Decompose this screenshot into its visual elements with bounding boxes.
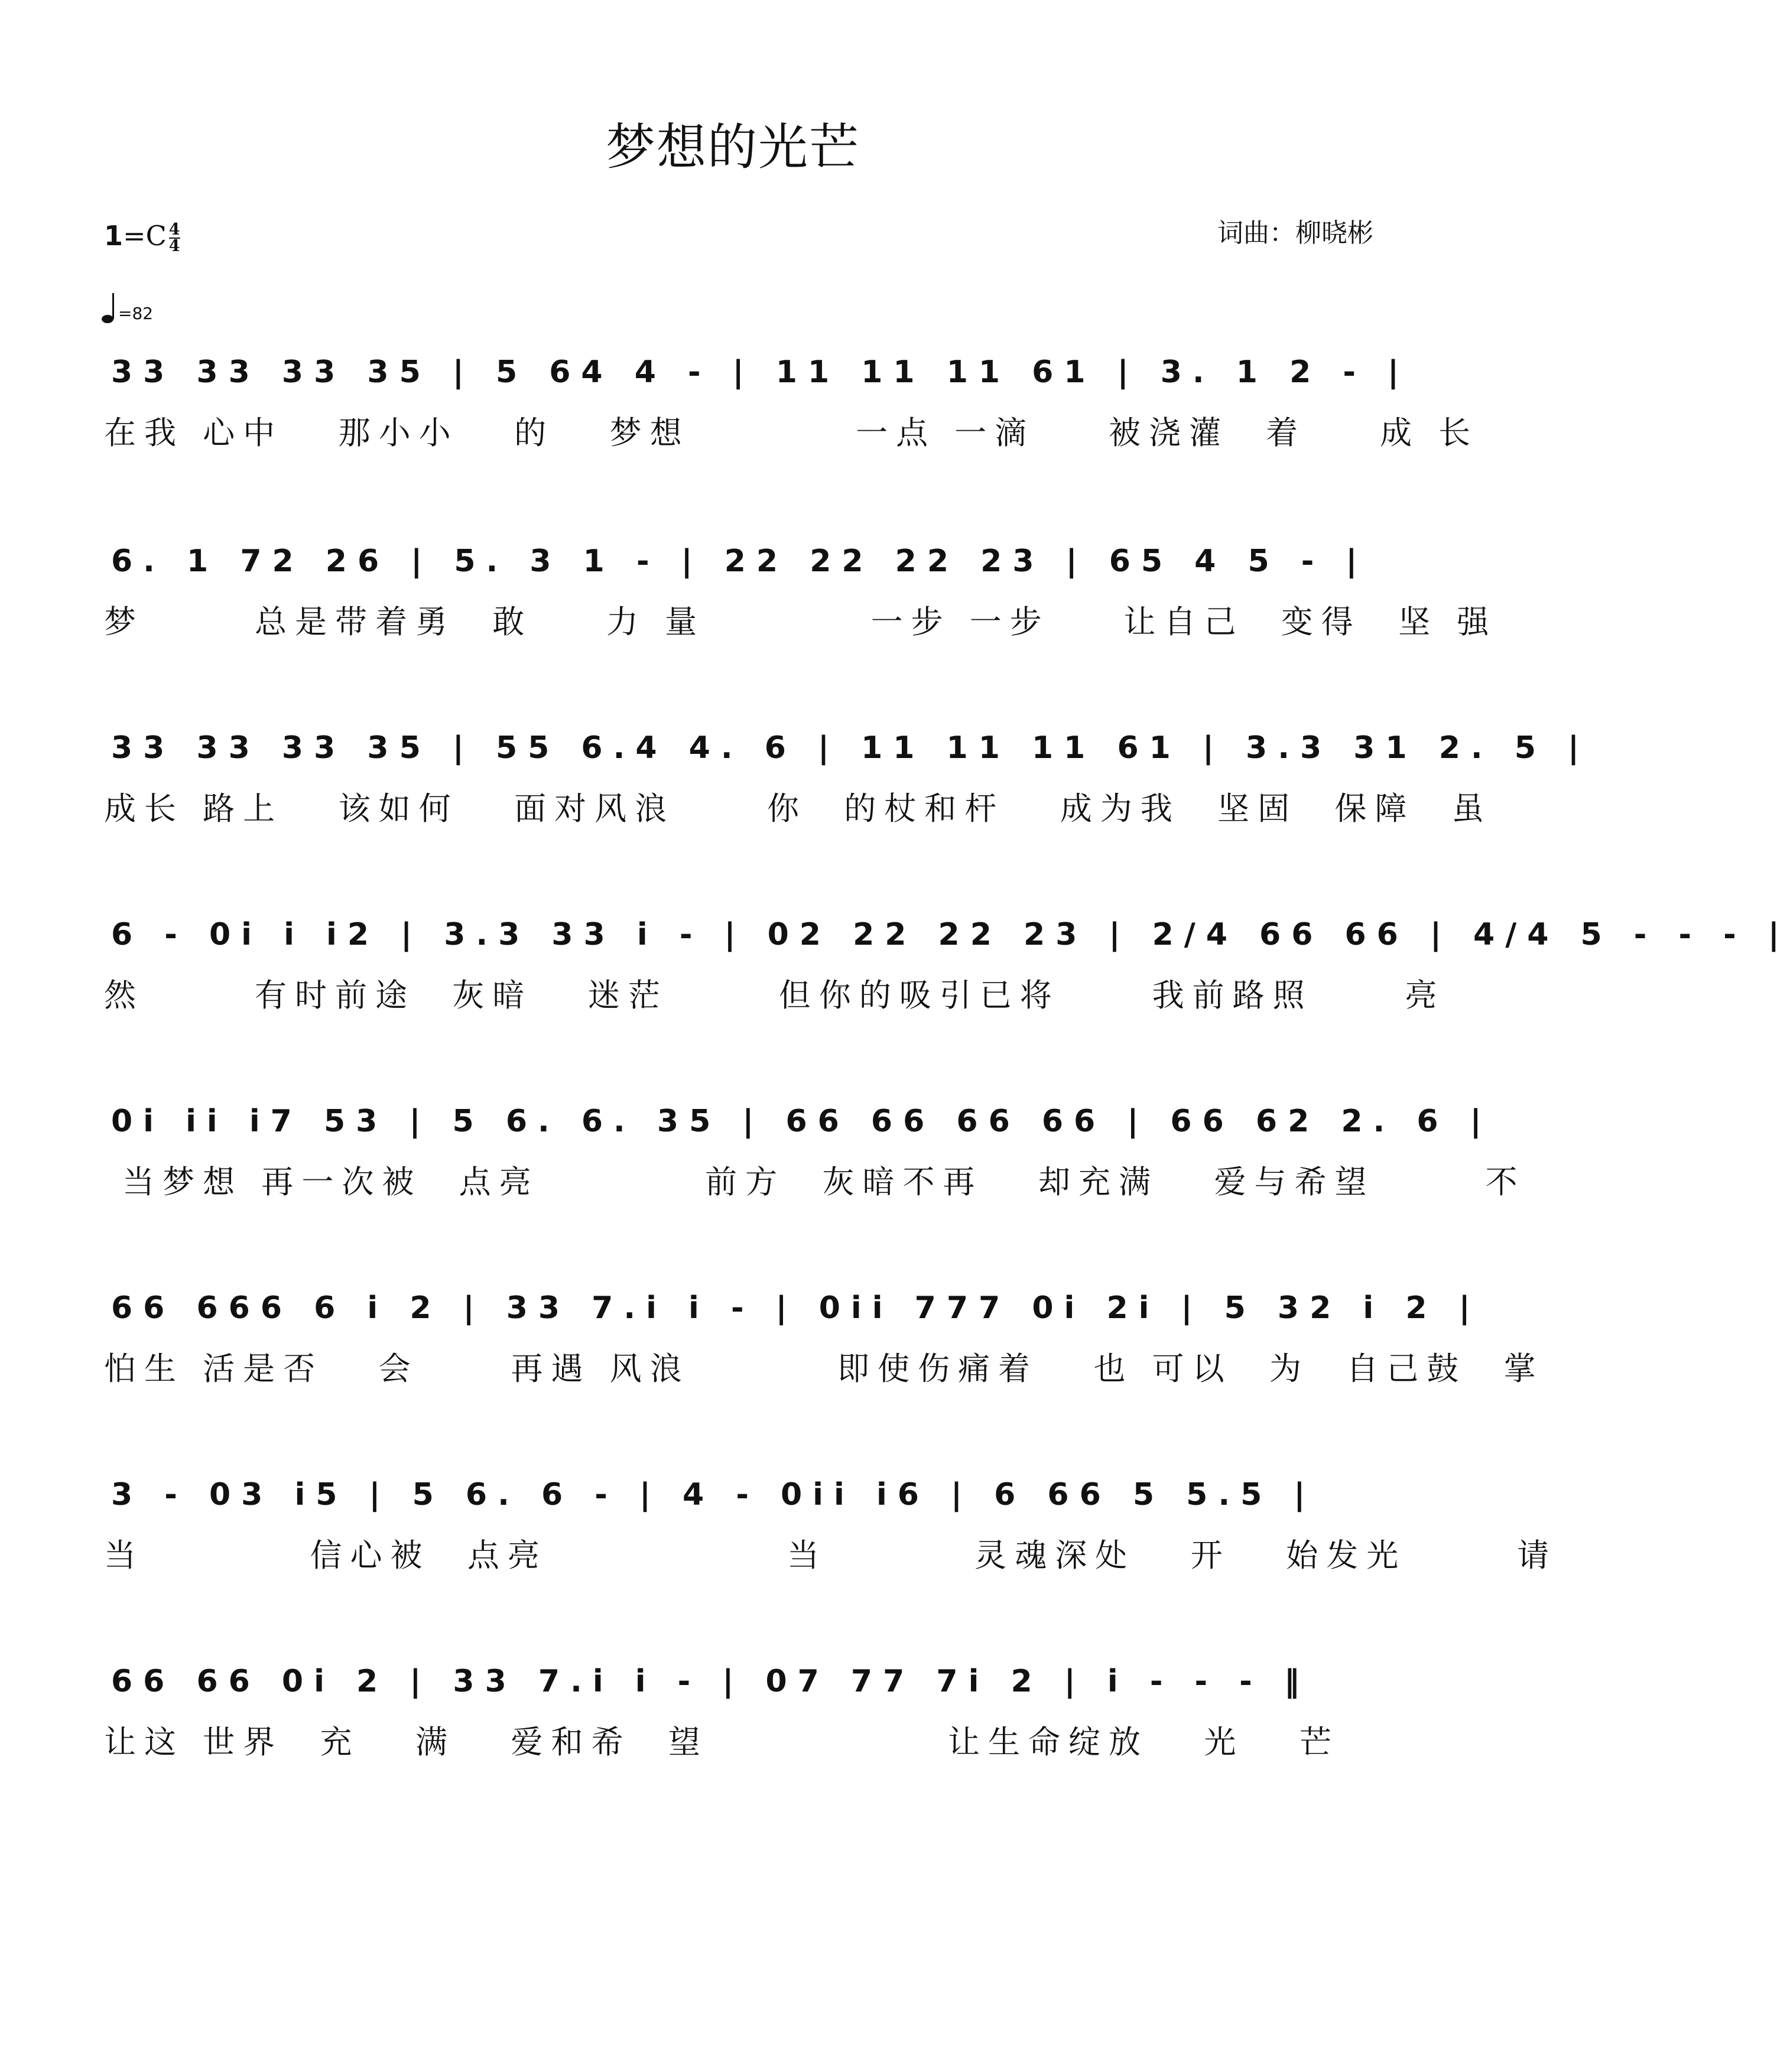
score-row <box>104 349 1479 490</box>
notation-text: 66 66 0i 2 | 33 7.i i - | 07 77 7i 2 | i - - - ‖ <box>111 1664 1310 1699</box>
time-signature-denominator: 4 <box>168 237 180 255</box>
lyrics-line: 成长 路上 该如何 面对风浪 你 的杖和杆 成为我 坚固 保障 虽 <box>104 790 1492 827</box>
lyrics-line: 梦 总是带着勇 敢 力 量 一步 一步 让自己 变得 坚 强 <box>104 603 1497 640</box>
lyrics-line: 让这 世界 充 满 爱和希 望 让生命绽放 光 芒 <box>104 1723 1340 1761</box>
page-title: 梦想的光芒 <box>605 118 860 176</box>
notation-text: 6 - 0i i i2 | 3.3 33 i - | 02 22 22 23 | 2/4 66 66 | 4/4 5 - - - | <box>111 917 1790 952</box>
quarter-note-icon <box>100 291 118 326</box>
key-note: C <box>145 220 167 252</box>
notation-text: 66 666 6 i 2 | 33 7.i i - | 0ii 777 0i 2i | 5 32 i 2 | <box>111 1290 1481 1326</box>
score-row <box>104 724 1590 866</box>
notation-text: 33 33 33 35 | 5 64 4 - | 11 11 11 61 | 3. 1 2 - | <box>111 354 1410 390</box>
time-signature <box>169 222 180 254</box>
notation-text: 0i ii i7 53 | 5 6. 6. 35 | 66 66 66 66 | 66 62 2. 6 | <box>111 1104 1492 1139</box>
score-row <box>104 1471 1558 1613</box>
key-signature <box>104 220 180 254</box>
lyrics-line: 怕生 活是否 会 再遇 风浪 即使伤痛着 也 可以 为 自己鼓 掌 <box>104 1350 1544 1387</box>
score-row <box>104 1284 1544 1426</box>
composer-credit: 词曲：柳晓彬 <box>1217 218 1373 248</box>
lyrics-line: 当 信心被 点亮 当 灵魂深处 开 始发光 请 <box>104 1537 1558 1574</box>
notation-text: 6. 1 72 26 | 5. 3 1 - | 22 22 22 23 | 65 4 5 - | <box>111 544 1368 579</box>
tempo-value: =82 <box>118 304 154 323</box>
key-degree: 1 <box>104 220 124 252</box>
score-row <box>104 1658 1392 1800</box>
lyrics-line: 当梦想 再一次被 点亮 前方 灰暗不再 却充满 爱与希望 不 <box>104 1163 1526 1201</box>
score-row <box>104 911 1790 1053</box>
time-signature-numerator: 4 <box>168 220 180 239</box>
score-row <box>104 538 1497 679</box>
score-row <box>104 1098 1526 1240</box>
lyrics-line: 在我 心中 那小小 的 梦想 一点 一滴 被浇灌 着 成 长 <box>104 414 1479 451</box>
notation-text: 3 - 03 i5 | 5 6. 6 - | 4 - 0ii i6 | 6 66 5 5.5 | <box>111 1477 1316 1512</box>
notation-text: 33 33 33 35 | 55 6.4 4. 6 | 11 11 11 61 | 3.3 31 2. 5 | <box>111 730 1590 766</box>
key-equals: = <box>123 220 146 252</box>
lyrics-line: 然 有时前途 灰暗 迷茫 但你的吸引已将 我前路照 亮 <box>104 977 1445 1014</box>
